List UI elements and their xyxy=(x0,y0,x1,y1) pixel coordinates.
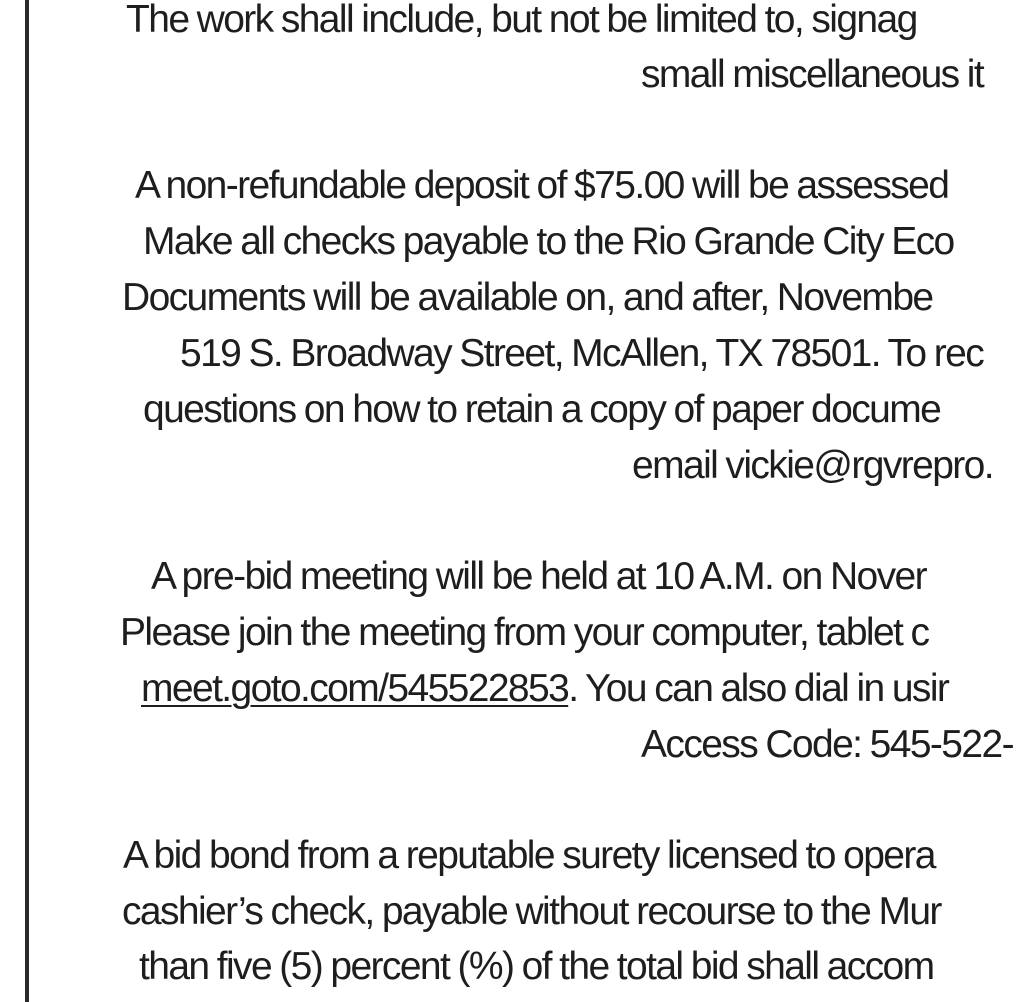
text-line: Access Code: 545-522- xyxy=(641,723,1013,766)
text-line: small miscellaneous it xyxy=(641,53,984,96)
text-line: Documents will be available on, and after, Novembe xyxy=(122,276,933,319)
text-line: A pre-bid meeting will be held at 10 A.M. on Nover xyxy=(151,555,926,598)
text-span: . You can also dial in usir xyxy=(568,667,949,710)
text-line: cashier’s check, payable without recourse to the Mur xyxy=(122,890,941,933)
text-line: 519 S. Broadway Street, McAllen, TX 78501. To rec xyxy=(180,332,984,375)
text-line: The work shall include, but not be limited to, signag xyxy=(126,0,917,41)
text-line: Please join the meeting from your computer, tablet c xyxy=(120,611,929,654)
meeting-link[interactable]: meet.goto.com/545522853 xyxy=(141,667,569,710)
text-line: A bid bond from a reputable surety licensed to opera xyxy=(123,834,935,877)
text-line: Make all checks payable to the Rio Grande City Eco xyxy=(143,220,954,263)
text-line: A non-refundable deposit of $75.00 will be assessed xyxy=(135,164,949,207)
text-line: email vickie@rgvrepro. xyxy=(632,444,993,487)
text-line: questions on how to retain a copy of paper docume xyxy=(143,388,941,431)
text-line xyxy=(141,664,948,714)
text-line: than five (5) percent (%) of the total bid shall accom xyxy=(139,945,934,988)
